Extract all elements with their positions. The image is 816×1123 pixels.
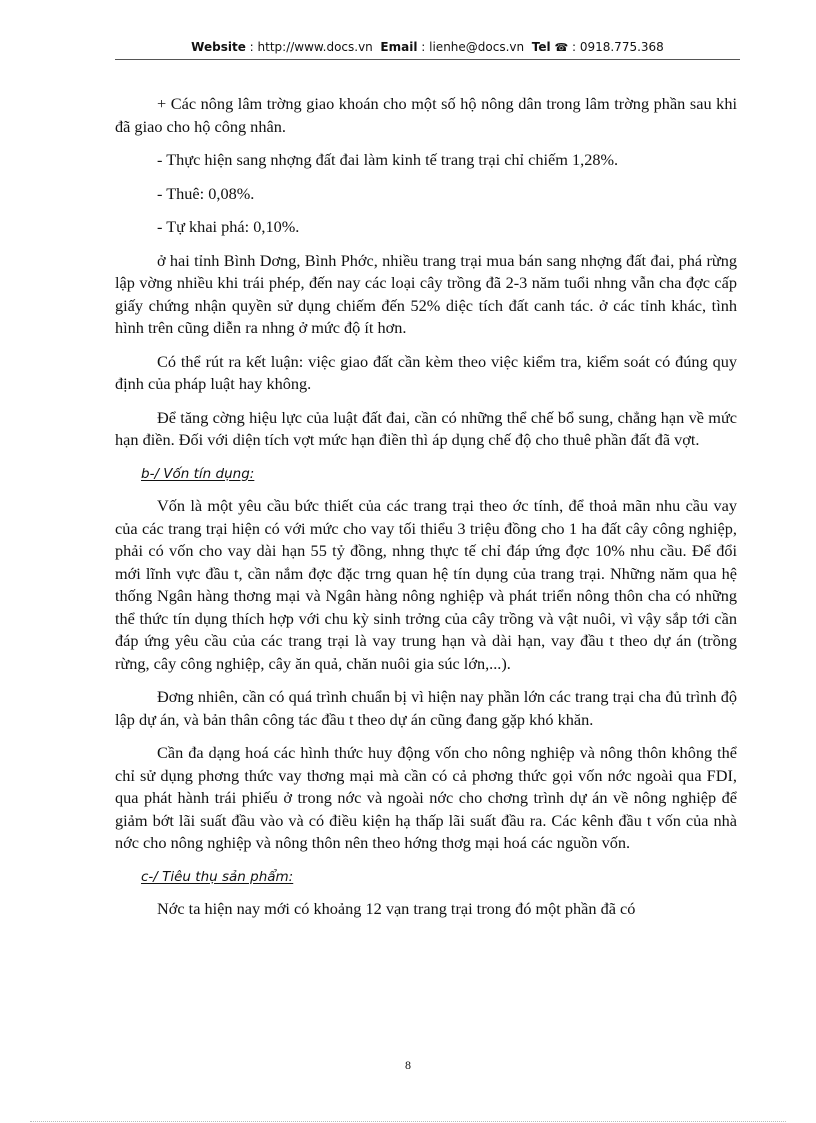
page-bottom-divider	[30, 1121, 786, 1122]
page-number: 8	[405, 1058, 411, 1072]
tel-value: : 0918.775.368	[571, 40, 664, 54]
paragraph: Vốn là một yêu cầu bức thiết của các trang trại theo ớc tính, để thoả mãn nhu cầu vay của các trang trại hiện có với mức cho vay tối thiểu 3 triệu đồng cho 1 ha đất cây công nghiệp, phải có vốn cho vay dài hạn 55 tỷ đồng, nhng thực tế chỉ đáp ứng đợc 10% nhu cầu. Để đổi mới lĩnh vực đầu t, cần nắm đợc đặc trng quan hệ tín dụng của trang trại. Những năm qua hệ thống Ngân hàng thơng mại và Ngân hàng nông nghiệp và phát triển nông thôn cha có những thể thức tín dụng thích hợp với chu kỳ sinh trởng của cây trồng và vật nuôi, vì vậy sắp tới cần đáp ứng yêu cầu của các trang trại là vay trung hạn và dài hạn, vay đầu t theo dự án (trồng rừng, cây công nghiệp, cây ăn quả, chăn nuôi gia súc lớn,...).	[115, 496, 737, 673]
document-body	[115, 93, 737, 932]
phone-icon: ☎	[554, 41, 569, 54]
email-label: Email	[380, 40, 418, 54]
section-heading-consumption: c-/ Tiêu thụ sản phẩm:	[141, 868, 294, 885]
paragraph: Cần đa dạng hoá các hình thức huy động vốn cho nông nghiệp và nông thôn không thể chỉ sử dụng phơng thức vay thơng mại mà cần có cả phơng thức gọi vốn nớc ngoài qua FDI, qua phát hành trái phiếu ở trong nớc và ngoài nớc cho chơng trình dự án về nông nghiệp để giảm bớt lãi suất đầu vào và có điều kiện hạ thấp lãi suất đầu ra. Các kênh đầu t vốn của nhà nớc cho nông nghiệp và nông thôn nên theo hớng thơg mại hoá các nguồn vốn.	[115, 743, 737, 852]
paragraph: - Tự khai phá: 0,10%.	[157, 217, 300, 236]
paragraph: Để tăng cờng hiệu lực của luật đất đai, cần có những thể chế bổ sung, chẳng hạn về mức hạn điền. Đối với diện tích vợt mức hạn điền thì áp dụng chế độ cho thuê phần đất đã vợt.	[115, 407, 737, 449]
paragraph: Đơng nhiên, cần có quá trình chuẩn bị vì hiện nay phần lớn các trang trại cha đủ trình độ lập dự án, và bản thân công tác đầu t theo dự án cũng đang gặp khó khăn.	[115, 687, 737, 729]
section-heading-credit: b-/ Vốn tín dụng:	[141, 465, 255, 482]
paragraph: ở hai tỉnh Bình Dơng, Bình Phớc, nhiều trang trại mua bán sang nhợng đất đai, phá rừng lập vờng nhiều khi trái phép, đến nay các loại cây trồng đã 2-3 năm tuổi nhng vẫn cha đợc cấp giấy chứng nhận quyền sử dụng chiếm đến 52% diệc tích đất canh tác. ở các tỉnh khác, tình hình trên cũng diễn ra nhng ở mức độ ít hơn.	[115, 250, 737, 337]
paragraph: Nớc ta hiện nay mới có khoảng 12 vạn trang trại trong đó một phần đã có	[157, 899, 636, 918]
email-link[interactable]: : lienhe@docs.vn	[421, 40, 525, 54]
website-link[interactable]: : http://www.docs.vn	[249, 40, 373, 54]
paragraph: Có thể rút ra kết luận: việc giao đất cần kèm theo việc kiểm tra, kiểm soát có đúng quy định của pháp luật hay không.	[115, 351, 737, 393]
paragraph: - Thực hiện sang nhợng đất đai làm kinh tế trang trại chỉ chiếm 1,28%.	[157, 150, 619, 169]
website-label: Website	[191, 40, 246, 54]
paragraph: - Thuê: 0,08%.	[157, 183, 255, 203]
paragraph: + Các nông lâm trờng giao khoán cho một số hộ nông dân trong lâm trờng phần sau khi đã giao cho hộ công nhân.	[115, 94, 737, 136]
page-header	[115, 40, 740, 60]
tel-label: Tel	[531, 40, 551, 54]
